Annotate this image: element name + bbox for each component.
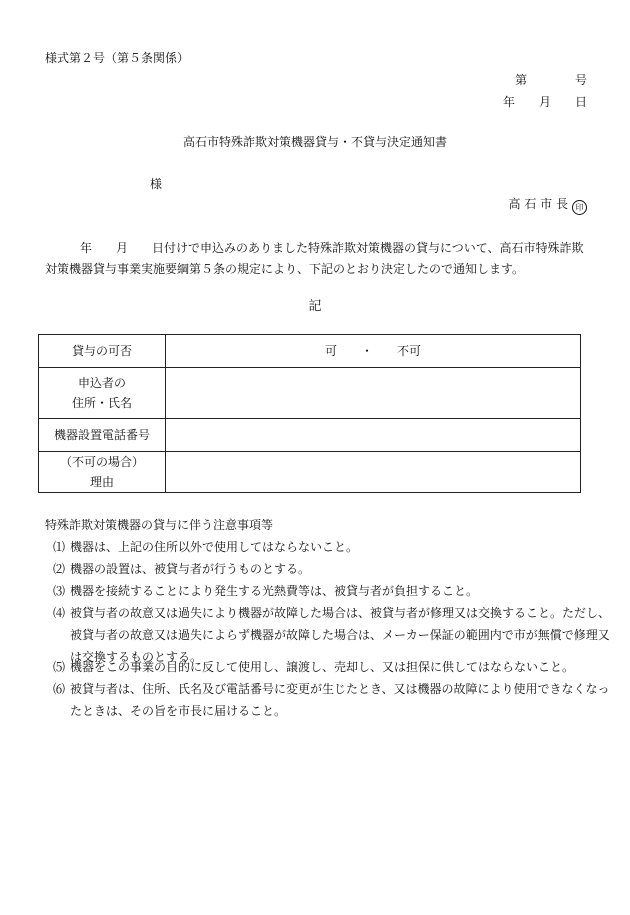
form-number: 様式第２号（第５条関係） — [45, 51, 190, 65]
row-label: 貸与の可否 — [71, 344, 132, 358]
table-value-cell — [166, 452, 581, 493]
table-value-cell — [166, 419, 581, 452]
note-number: ⑵ — [53, 562, 66, 576]
note-text: 被貸与者の故意又は過失により機器が故障した場合は、被貸与者が修理又は交換すること。ただし、被貸与者の故意又は過失によらず機器が故障した場合は、メーカー保証の範囲内で市が無償で修理又は交換するものとする。 — [70, 606, 611, 664]
document-title: 高石市特殊詐欺対策機器貸与・不貸与決定通知書 — [182, 135, 447, 149]
note-item — [53, 678, 610, 722]
note-number: ⑷ — [53, 606, 66, 620]
availability-options: 可 ・ 不可 — [324, 344, 421, 358]
document-number-line: 第 号 — [514, 73, 587, 87]
body-paragraph — [45, 238, 590, 280]
issuer-name: 高 石 市 長 — [508, 197, 568, 211]
table-row — [39, 368, 581, 419]
recipient-honorific: 様 — [150, 177, 163, 191]
row-label: （不可の場合） — [59, 455, 144, 469]
decision-table — [38, 334, 581, 493]
row-label-line2: 住所・氏名 — [71, 396, 132, 410]
table-label-cell — [39, 452, 166, 493]
note-text: 機器を接続することにより発生する光熱費等は、被貸与者が負担すること。 — [70, 584, 479, 598]
note-item — [53, 656, 610, 678]
issuer — [509, 198, 587, 215]
notes-heading: 特殊詐欺対策機器の貸与に伴う注意事項等 — [45, 518, 274, 532]
table-row — [39, 419, 581, 452]
body-text: 日付けで申込みのありました特殊詐欺対策機器の貸与について、高石市特殊詐欺対策機器貸与事業実施要綱第５条の規定により、下記のとおり決定したので通知します。 — [45, 241, 584, 276]
body-month: 月 — [116, 241, 129, 255]
note-number: ⑸ — [53, 660, 66, 674]
row-label-line2: 理由 — [89, 475, 114, 489]
table-value-cell — [166, 368, 581, 419]
table-row — [39, 335, 581, 368]
note-text: 機器の設置は、被貸与者が行うものとする。 — [70, 562, 311, 576]
ki-heading: 記 — [308, 299, 322, 314]
note-text: 被貸与者は、住所、氏名及び電話番号に変更が生じたとき、又は機器の故障により使用できなくなったときは、その旨を市長に届けること。 — [70, 682, 610, 718]
note-text: 機器をこの事業の目的に反して使用し、譲渡し、売却し、又は担保に供してはならないこと。 — [70, 660, 575, 674]
seal-mark: 印 — [572, 200, 587, 215]
table-value-cell — [166, 335, 581, 368]
document-date-line: 年 月 日 — [502, 95, 587, 109]
note-item — [53, 580, 610, 602]
table-label-cell — [39, 335, 166, 368]
note-text: 機器は、上記の住所以外で使用してはならないこと。 — [70, 540, 359, 554]
note-item — [53, 558, 610, 580]
note-item — [53, 536, 610, 558]
row-label: 申込者の — [77, 376, 126, 390]
table-row — [39, 452, 581, 493]
note-number: ⑶ — [53, 584, 66, 598]
row-label: 機器設置電話番号 — [53, 428, 150, 442]
table-label-cell — [39, 419, 166, 452]
body-year: 年 — [80, 241, 93, 255]
table-label-cell — [39, 368, 166, 419]
note-number: ⑴ — [53, 540, 66, 554]
note-number: ⑹ — [53, 682, 66, 696]
